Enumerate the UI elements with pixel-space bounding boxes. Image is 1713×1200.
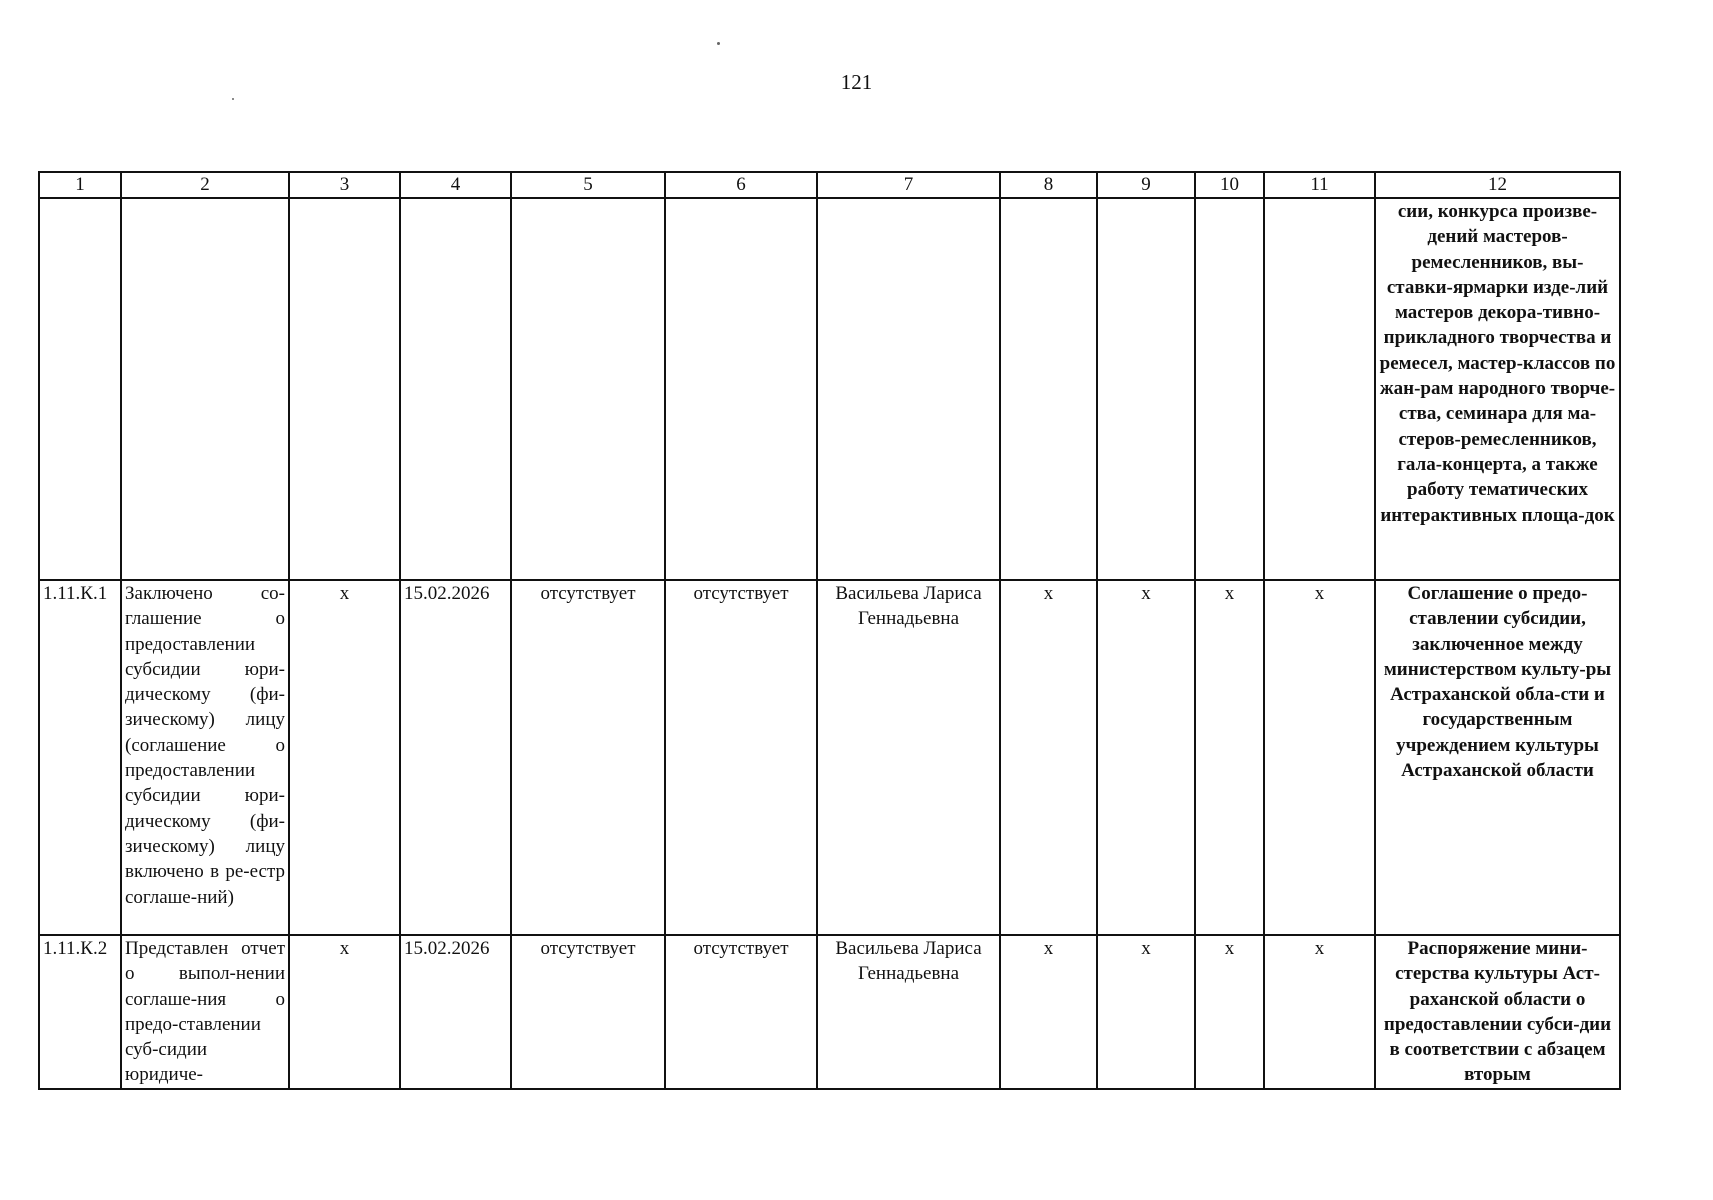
col-header-10: 10 [1195, 172, 1264, 198]
table-row [39, 935, 1620, 1089]
document-cell: Распоряжение мини-стерства культуры Аст-раханской области о предоставлении субси-дии в соответствии с абзацем вторым [1375, 935, 1620, 1089]
cell-col6: отсутствует [665, 580, 817, 935]
page-number: 121 [840, 70, 873, 94]
activity-table [38, 171, 1621, 1090]
cell-col6: отсутствует [665, 935, 817, 1089]
cell-col10: х [1195, 580, 1264, 935]
col-header-4: 4 [400, 172, 511, 198]
scan-speck [232, 98, 234, 100]
cell-col9: х [1097, 580, 1195, 935]
control-point-cell: Представлен отчет о выпол-нении соглаше-ния о предо-ставлении суб-сидии юридиче- [121, 935, 289, 1089]
row-number-cell: 1.11.К.1 [39, 580, 121, 935]
row-number-cell: 1.11.К.2 [39, 935, 121, 1089]
table-row [39, 580, 1620, 935]
col-header-11: 11 [1264, 172, 1375, 198]
cell-col11 [1264, 198, 1375, 580]
cell-col5: отсутствует [511, 580, 665, 935]
responsible-cell: Васильева Лариса Геннадьевна [817, 935, 1000, 1089]
cell-col10: х [1195, 935, 1264, 1089]
control-point-cell [121, 198, 289, 580]
cell-col11: х [1264, 580, 1375, 935]
date-cell: 15.02.2026 [400, 935, 511, 1089]
document-cell: сии, конкурса произве-дений мастеров-ремесленников, вы-ставки-ярмарки изде-лий мастеров декора-тивно-прикладного творчества и ремесел, мастер-классов по жан-рам народного творче-ства, семинара для ма-стеров-ремесленников, гала-концерта, а также работу тематических интерактивных площа-док [1375, 198, 1620, 580]
cell-col6 [665, 198, 817, 580]
cell-col3: х [289, 580, 400, 935]
document-cell: Соглашение о предо-ставлении субсидии, заключенное между министерством культу-ры Астраханской обла-сти и государственным учреждением культуры Астраханской области [1375, 580, 1620, 935]
control-point-cell: Заключено со-глашение о предоставлении субсидии юри-дическому (фи-зическому) лицу (соглашение о предоставлении субсидии юри-дическому (фи-зическому) лицу включено в ре-естр соглаше-ний) [121, 580, 289, 935]
col-header-6: 6 [665, 172, 817, 198]
responsible-cell: Васильева Лариса Геннадьевна [817, 580, 1000, 935]
row-number-cell [39, 198, 121, 580]
cell-col9 [1097, 198, 1195, 580]
cell-col8: х [1000, 580, 1097, 935]
cell-col9: х [1097, 935, 1195, 1089]
col-header-1: 1 [39, 172, 121, 198]
cell-col8 [1000, 198, 1097, 580]
col-header-9: 9 [1097, 172, 1195, 198]
col-header-3: 3 [289, 172, 400, 198]
header-row [39, 172, 1620, 198]
col-header-5: 5 [511, 172, 665, 198]
col-header-7: 7 [817, 172, 1000, 198]
cell-col8: х [1000, 935, 1097, 1089]
responsible-cell [817, 198, 1000, 580]
date-cell: 15.02.2026 [400, 580, 511, 935]
cell-col5 [511, 198, 665, 580]
cell-col11: х [1264, 935, 1375, 1089]
col-header-12: 12 [1375, 172, 1620, 198]
cell-col10 [1195, 198, 1264, 580]
date-cell [400, 198, 511, 580]
col-header-2: 2 [121, 172, 289, 198]
scan-speck [717, 42, 720, 45]
col-header-8: 8 [1000, 172, 1097, 198]
cell-col3: х [289, 935, 400, 1089]
cell-col3 [289, 198, 400, 580]
table-row [39, 198, 1620, 580]
cell-col5: отсутствует [511, 935, 665, 1089]
